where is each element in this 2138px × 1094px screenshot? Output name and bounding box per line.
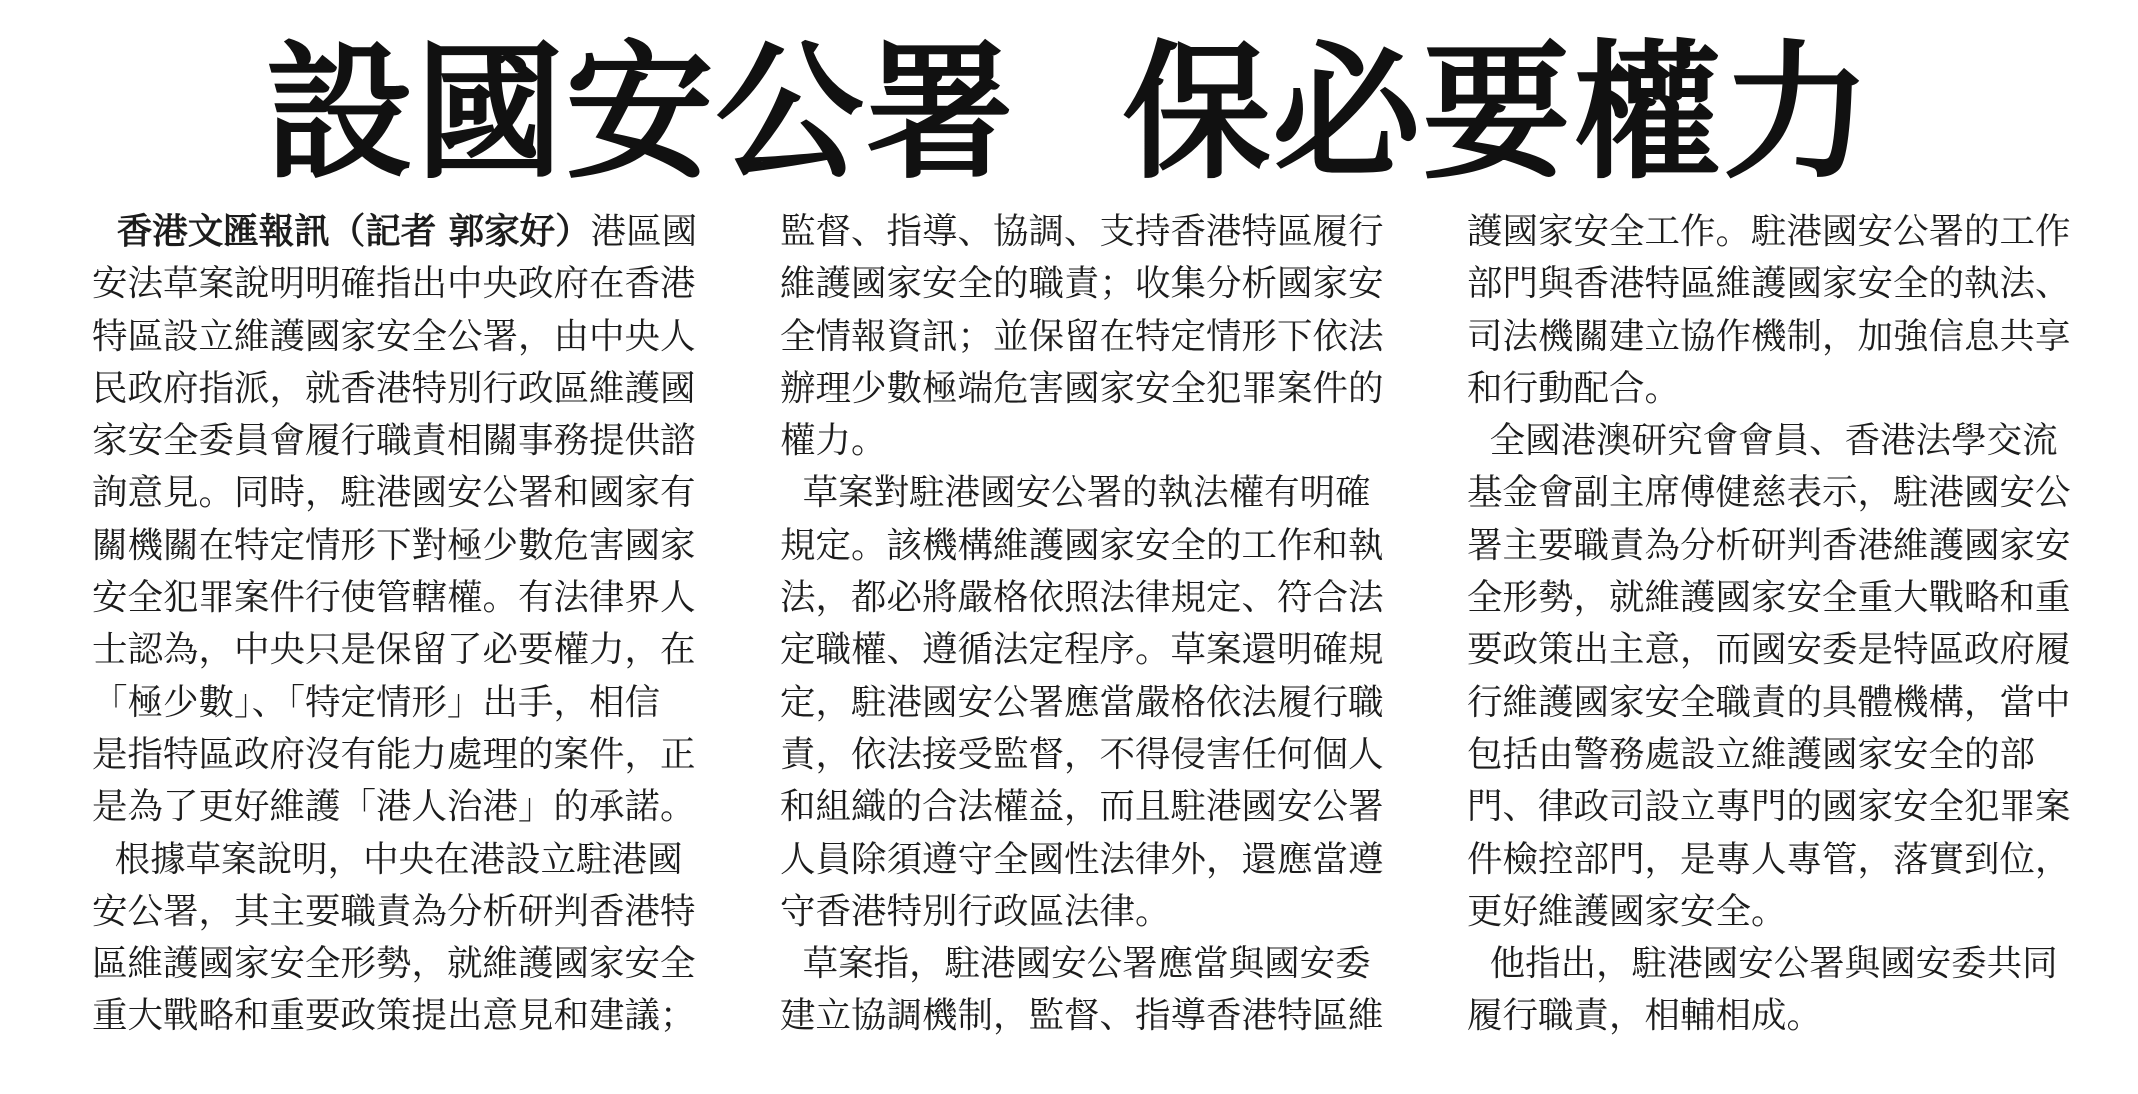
article-line: 署主要職責為分析研判香港維護國家安 [1467,524,2071,566]
article-column-2 [780,206,1420,1043]
article-line: 履行職責，相輔相成。 [1467,995,1823,1037]
article-line: 家安全委員會履行職責相關事務提供諮 [92,420,696,462]
article-line: 和行動配合。 [1467,367,1681,409]
article-line: 特區設立維護國家安全公署，由中央人 [92,315,696,357]
article-line: 重大戰略和重要政策提出意見和建議； [92,995,696,1037]
article-column-3 [1467,206,2109,1043]
headline: 設國安公署 保必要權力 [265,27,1873,199]
article-line: 安全犯罪案件行使管轄權。有法律界人 [92,577,696,619]
article-line: 基金會副主席傅健慈表示，駐港國安公 [1467,472,2071,514]
article-line: 維護國家安全的職責；收集分析國家安 [780,263,1384,305]
article-line: 包括由警務處設立維護國家安全的部 [1467,733,2036,775]
article-line: 法，都必將嚴格依照法律規定、符合法 [780,577,1384,619]
article-line: 全國港澳研究會會員、香港法學交流 [1467,420,2058,462]
article-line: 安公署，其主要職責為分析研判香港特 [92,890,696,932]
article-line: 全情報資訊；並保留在特定情形下依法 [780,315,1384,357]
article-line: 根據草案說明，中央在港設立駐港國 [92,838,683,880]
article-line [92,206,732,258]
article-line: 草案指，駐港國安公署應當與國安委 [780,943,1371,985]
article-line: 關機關在特定情形下對極少數危害國家 [92,524,696,566]
article-line: 定職權、遵循法定程序。草案還明確規 [780,629,1384,671]
article-line: 是為了更好維護「港人治港」的承諾。 [92,786,696,828]
article-line: 區維護國家安全形勢，就維護國家安全 [92,943,696,985]
article-line: 門、律政司設立專門的國家安全犯罪案 [1467,786,2071,828]
article-column-1 [92,206,732,1043]
article-line: 安法草案說明明確指出中央政府在香港 [92,263,696,305]
article-line: 建立協調機制，監督、指導香港特區維 [780,995,1384,1037]
article-line: 規定。該機構維護國家安全的工作和執 [780,524,1384,566]
article-line: 司法機關建立協作機制，加強信息共享 [1467,315,2071,357]
article-line: 定，駐港國安公署應當嚴格依法履行職 [780,681,1384,723]
article-line: 要政策出主意，而國安委是特區政府履 [1467,629,2071,671]
article-line: 詢意見。同時，駐港國安公署和國家有 [92,472,696,514]
article-line: 民政府指派，就香港特別行政區維護國 [92,367,696,409]
article-line: 監督、指導、協調、支持香港特區履行 [780,211,1384,252]
article-line: 權力。 [780,420,887,462]
article-line: 是指特區政府沒有能力處理的案件，正 [92,733,696,775]
byline: 香港文匯報訊（記者 郭家好） [92,211,591,252]
article-line: 部門與香港特區維護國家安全的執法、 [1467,263,2071,305]
article-line: 全形勢，就維護國家安全重大戰略和重 [1467,577,2071,619]
article-line-text: 港區國 [590,211,698,252]
article-line: 他指出，駐港國安公署與國安委共同 [1467,943,2058,985]
article-line: 更好維護國家安全。 [1467,890,1787,932]
article-line: 草案對駐港國安公署的執法權有明確 [780,472,1371,514]
article-line: 守香港特別行政區法律。 [780,890,1171,932]
article-line: 護國家安全工作。駐港國安公署的工作 [1467,211,2071,252]
article-line: 行維護國家安全職責的具體機構，當中 [1467,681,2071,723]
article-line: 和組織的合法權益，而且駐港國安公署 [780,786,1384,828]
article-line: 人員除須遵守全國性法律外，還應當遵 [780,838,1384,880]
article-line: 「極少數」、「特定情形」出手，相信 [92,681,661,723]
article-line: 責，依法接受監督，不得侵害任何個人 [780,733,1384,775]
article-line: 辦理少數極端危害國家安全犯罪案件的 [780,367,1384,409]
article-line: 士認為，中央只是保留了必要權力，在 [92,629,696,671]
article-line: 件檢控部門，是專人專管，落實到位， [1467,838,2071,880]
